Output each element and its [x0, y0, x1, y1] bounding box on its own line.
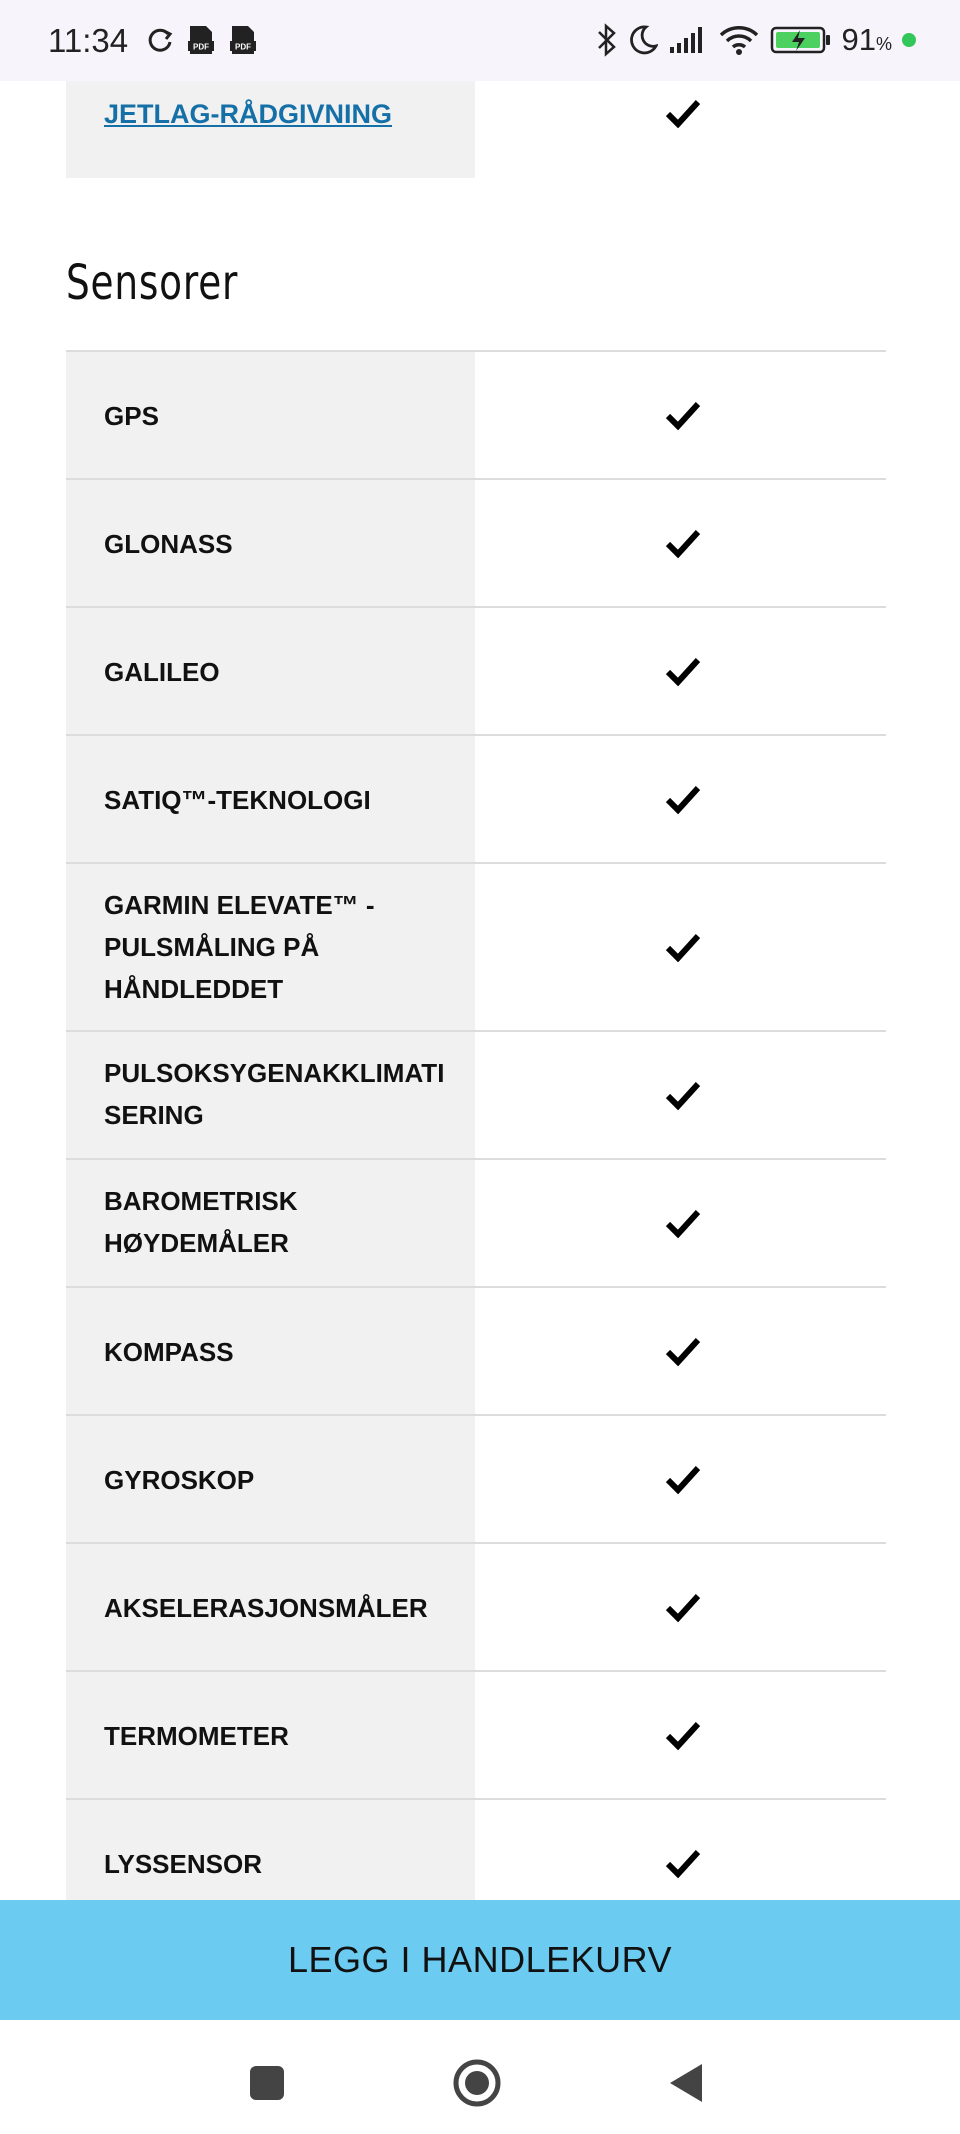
check-icon: [666, 1720, 700, 1750]
table-row: [66, 1286, 886, 1414]
status-time: 11:34: [48, 22, 129, 59]
check-icon: [666, 400, 700, 430]
section-title: Sensorer: [66, 255, 239, 311]
battery-percent: 91: [841, 22, 876, 57]
check-icon: [666, 98, 700, 128]
check-icon: [666, 1208, 700, 1238]
table-row: [66, 1030, 886, 1158]
sync-icon: [146, 26, 174, 54]
row-label: BAROMETRISK HØYDEMÅLER: [104, 1186, 298, 1258]
row-label: LYSSENSOR: [104, 1849, 262, 1879]
row-label: PULSOKSYGENAKKLIMATISERING: [104, 1058, 445, 1130]
table-row: [66, 478, 886, 606]
check-icon: [666, 528, 700, 558]
row-label: TERMOMETER: [104, 1721, 289, 1751]
svg-text:PDF: PDF: [235, 42, 251, 52]
add-to-cart-button[interactable]: LEGG I HANDLEKURV: [0, 1900, 960, 2020]
pdf-icon: [228, 24, 258, 56]
sensor-table: [66, 350, 886, 1928]
row-label: KOMPASS: [104, 1337, 234, 1367]
row-label: AKSELERASJONSMÅLER: [104, 1593, 428, 1623]
check-icon: [666, 1592, 700, 1622]
row-label: GARMIN ELEVATE™ - PULSMÅLING PÅ HÅNDLEDDET: [104, 890, 375, 1004]
status-bar: [0, 0, 960, 81]
check-icon: [666, 784, 700, 814]
table-row: [66, 734, 886, 862]
table-row: [66, 606, 886, 734]
recents-icon[interactable]: [248, 2064, 286, 2102]
battery-charging-icon: [770, 25, 832, 55]
privacy-indicator-dot: [902, 33, 916, 47]
pdf-icon: [186, 24, 216, 56]
jetlag-link[interactable]: JETLAG-RÅDGIVNING: [104, 99, 393, 129]
row-label: SATIQ™-TEKNOLOGI: [104, 785, 371, 815]
row-label: GALILEO: [104, 657, 220, 687]
home-icon[interactable]: [452, 2058, 502, 2108]
wifi-icon: [718, 24, 760, 56]
navigation-bar: [0, 2020, 960, 2134]
signal-icon: [668, 25, 708, 55]
moon-icon: [628, 24, 658, 56]
check-icon: [666, 1848, 700, 1878]
bluetooth-icon: [596, 23, 618, 57]
back-icon[interactable]: [668, 2062, 704, 2104]
svg-text:PDF: PDF: [193, 42, 209, 52]
row-label: GPS: [104, 401, 159, 431]
check-icon: [666, 656, 700, 686]
check-icon: [666, 1336, 700, 1366]
feature-row-jetlag: [66, 81, 886, 178]
check-icon: [666, 1080, 700, 1110]
row-label: GYROSKOP: [104, 1465, 255, 1495]
table-row: [66, 1670, 886, 1798]
table-row: [66, 350, 886, 478]
table-row: [66, 1158, 886, 1286]
table-row: [66, 1542, 886, 1670]
percent-sign: %: [875, 34, 892, 54]
row-label: GLONASS: [104, 529, 233, 559]
check-icon: [666, 932, 700, 962]
check-icon: [666, 1464, 700, 1494]
table-row: [66, 1414, 886, 1542]
table-row: [66, 862, 886, 1030]
